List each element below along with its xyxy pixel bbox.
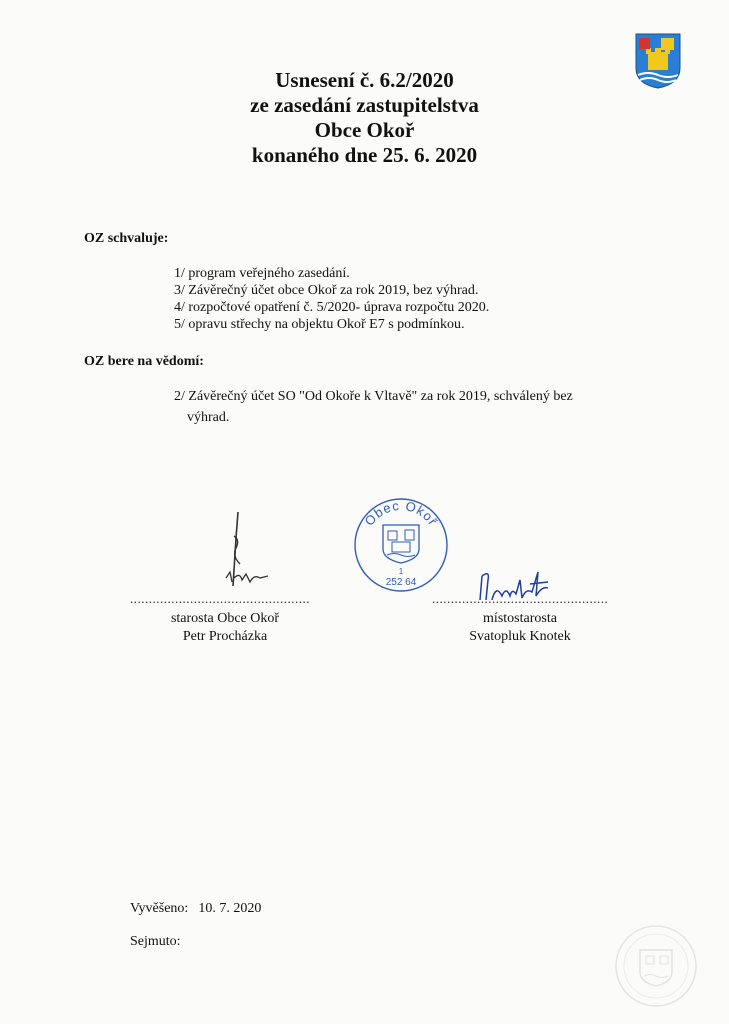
signature-left-icon — [220, 508, 280, 590]
list-item: 3/ Závěrečný účet obce Okoř za rok 2019, bez výhrad. — [174, 283, 479, 298]
signature-left-block — [160, 610, 290, 646]
posted-row — [130, 901, 261, 917]
title-line-4: konaného dne 25. 6. 2020 — [251, 143, 478, 167]
removed-row — [130, 934, 181, 950]
signature-right-role: místostarosta — [483, 611, 557, 626]
removed-label: Sejmuto: — [130, 934, 181, 949]
title-line-3: Obce Okoř — [314, 118, 415, 142]
title-line-2: ze zasedání zastupitelstva — [250, 93, 479, 117]
document-title — [0, 68, 729, 168]
list-item: 5/ opravu střechy na objektu Okoř E7 s podmínkou. — [174, 317, 465, 332]
acknowledges-heading: OZ bere na vědomí: — [84, 354, 204, 369]
posted-date: 10. 7. 2020 — [198, 901, 262, 916]
posted-label: Vyvěšeno: — [130, 901, 189, 916]
signature-line-right: ............................................... — [432, 591, 609, 606]
title-line-1: Usnesení č. 6.2/2020 — [275, 68, 454, 92]
signature-left-role: starosta Obce Okoř — [170, 611, 280, 626]
signature-left-name: Petr Procházka — [182, 629, 268, 644]
list-item: 4/ rozpočtové opatření č. 5/2020- úprava rozpočtu 2020. — [174, 300, 490, 315]
svg-text:Obec Okoř — [361, 498, 440, 529]
stamp-postcode: 252 64 — [385, 577, 417, 588]
approves-list — [174, 265, 489, 333]
list-item: 1/ program veřejného zasedání. — [174, 266, 350, 281]
approves-heading: OZ schvaluje: — [84, 231, 169, 246]
list-item-continuation: výhrad. — [187, 410, 230, 425]
stamp-number: 1 — [398, 567, 404, 576]
acknowledges-list — [174, 386, 573, 428]
stamp-text-top: Obec Okoř — [361, 497, 441, 529]
signature-right-name: Svatopluk Knotek — [469, 629, 571, 644]
embossed-seal-icon — [614, 924, 698, 1008]
list-item: 2/ Závěrečný účet SO "Od Okoře k Vltavě" za rok 2019, schválený bez — [174, 389, 573, 404]
signature-line-left: ................................................ — [130, 591, 310, 606]
official-stamp-icon — [352, 497, 450, 593]
signature-right-block — [452, 610, 588, 646]
